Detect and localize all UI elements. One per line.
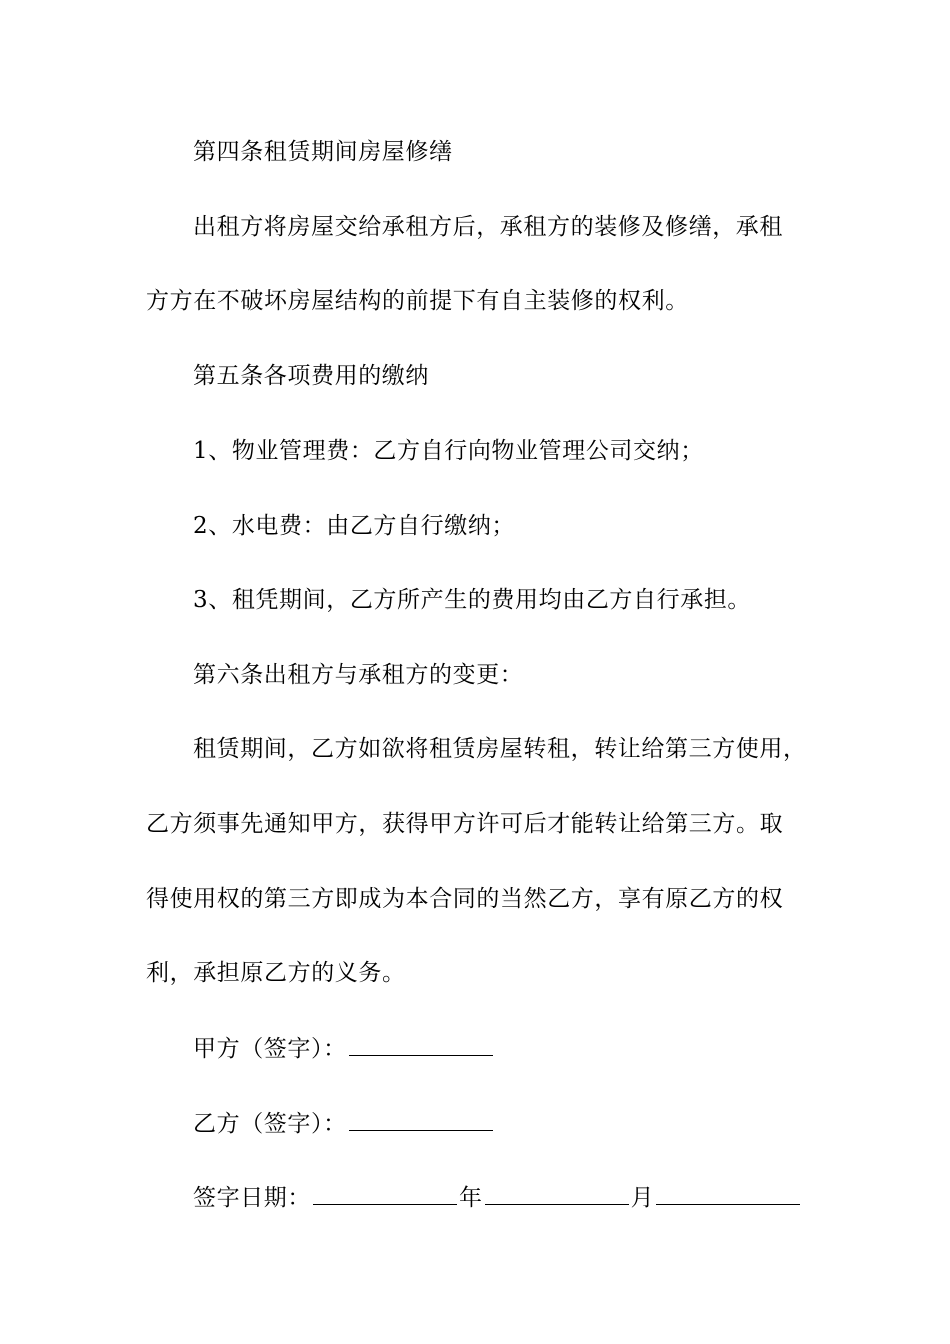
paragraph-line: 利，承担原乙方的义务。 <box>146 960 406 986</box>
list-item: 1、物业管理费：乙方自行向物业管理公司交纳； <box>193 438 704 464</box>
party-b-signature-blank[interactable] <box>349 1108 493 1131</box>
party-a-signature-blank[interactable] <box>349 1033 493 1056</box>
article-5-heading: 第五条各项费用的缴纳 <box>193 363 429 389</box>
party-a-signature <box>193 1033 883 1064</box>
day-blank[interactable] <box>656 1182 800 1205</box>
paragraph-line: 方方在不破坏房屋结构的前提下有自主装修的权利。 <box>146 288 689 314</box>
party-b-signature <box>193 1108 883 1139</box>
list-item: 2、水电费：由乙方自行缴纳； <box>193 513 516 539</box>
month-blank[interactable] <box>485 1182 629 1205</box>
article-4-heading: 第四条租赁期间房屋修缮 <box>193 139 453 165</box>
month-label: 月 <box>630 1185 655 1211</box>
paragraph-line: 得使用权的第三方即成为本合同的当然乙方，享有原乙方的权 <box>146 886 784 912</box>
paragraph-line: 出租方将房屋交给承租方后，承租方的装修及修缮，承租 <box>193 214 783 240</box>
signature-date <box>193 1182 883 1213</box>
article-6-heading: 第六条出租方与承租方的变更： <box>193 662 524 688</box>
list-item: 3、租凭期间，乙方所产生的费用均由乙方自行承担。 <box>193 587 752 613</box>
party-a-label: 甲方（签字）： <box>193 1036 347 1062</box>
date-label: 签字日期： <box>193 1185 311 1211</box>
paragraph-line: 乙方须事先通知甲方，获得甲方许可后才能转让给第三方。取 <box>146 811 784 837</box>
paragraph-line: 租赁期间，乙方如欲将租赁房屋转租，转让给第三方使用， <box>193 736 807 762</box>
year-blank[interactable] <box>313 1182 457 1205</box>
year-label: 年 <box>459 1185 483 1211</box>
party-b-label: 乙方（签字）： <box>193 1111 347 1137</box>
